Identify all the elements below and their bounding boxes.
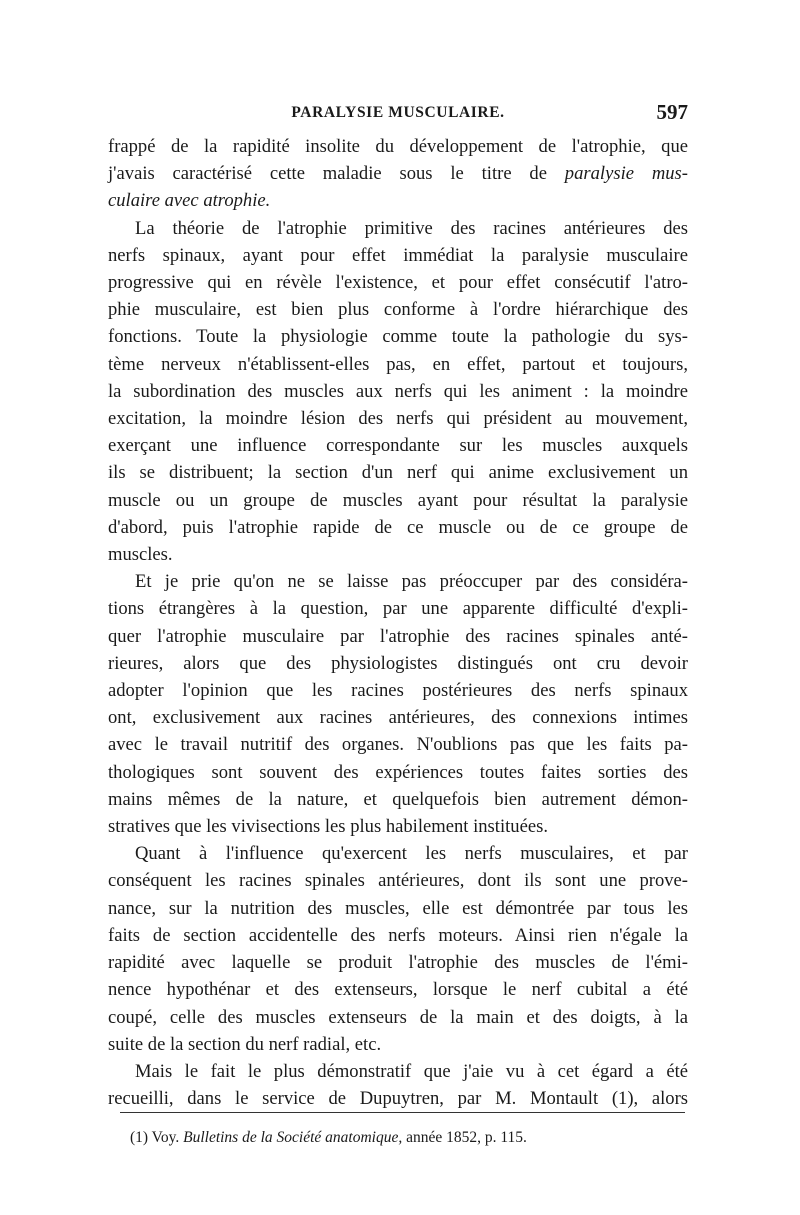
text-line: coupé, celle des muscles extenseurs de la main et des doigts, à la — [108, 1006, 688, 1028]
text-line: tème nerveux n'établissent-elles pas, en effet, partout et toujours, — [108, 353, 688, 375]
text-line: rapidité avec laquelle se produit l'atrophie des muscles de l'émi- — [108, 952, 688, 974]
text-line: recueilli, dans le service de Dupuytren, par M. Montault (1), alors — [108, 1088, 688, 1110]
text-line: suite de la section du nerf radial, etc. — [108, 1033, 382, 1055]
text-line: thologiques sont souvent des expériences toutes faites sorties des — [108, 761, 688, 783]
text-line: nance, sur la nutrition des muscles, elle est démontrée par tous les — [108, 897, 688, 919]
text-line: phie musculaire, est bien plus conforme à l'ordre hiérarchique des — [108, 299, 688, 321]
text-line: ont, exclusivement aux racines antérieures, des connexions intimes — [108, 707, 688, 729]
text-line: muscle ou un groupe de muscles ayant pour résultat la paralysie — [108, 489, 688, 511]
paragraph-start-line: Mais le fait le plus démonstratif que j'aie vu à cet égard a été — [135, 1060, 688, 1082]
text-line: nerfs spinaux, ayant pour effet immédiat la paralysie musculaire — [108, 244, 688, 266]
text-line: avec le travail nutritif des organes. N'oublions pas que les faits pa- — [108, 734, 688, 756]
text-line: mains mêmes de la nature, et quelquefois bien autrement démon- — [108, 788, 688, 810]
footnote-rule — [120, 1112, 685, 1113]
text-line — [108, 187, 688, 214]
text-line: muscles. — [108, 544, 173, 566]
text-line: exerçant une influence correspondante sur les muscles auxquels — [108, 435, 688, 457]
footnote-title: Bulletins de la Société anatomique, — [183, 1129, 403, 1146]
italic-phrase: paralysie mus- — [564, 163, 688, 185]
text-line: la subordination des muscles aux nerfs qui les animent : la moindre — [108, 380, 688, 402]
text-line: quer l'atrophie musculaire par l'atrophie des racines spinales anté- — [108, 625, 688, 647]
text-line: ils se distribuent; la section d'un nerf qui anime exclusivement un — [108, 462, 688, 484]
running-head — [108, 100, 688, 130]
text-line: nence hypothénar et des extenseurs, lorsque le nerf cubital a été — [108, 979, 688, 1001]
text-line-start: j'avais caractérisé cette maladie sous le titre de — [108, 163, 565, 185]
footnote-citation: année 1852, p. 115. — [402, 1129, 527, 1146]
text-line: conséquent les racines spinales antérieures, dont ils sont une prove- — [108, 870, 688, 892]
paragraph-start-line: La théorie de l'atrophie primitive des racines antérieures des — [135, 217, 688, 239]
text-line — [108, 160, 688, 187]
paragraph-start-line: Et je prie qu'on ne se laisse pas préoccuper par des considéra- — [135, 571, 688, 593]
text-line: d'abord, puis l'atrophie rapide de ce muscle ou de ce groupe de — [108, 516, 688, 538]
text-line: stratives que les vivisections les plus habilement instituées. — [108, 816, 548, 838]
footnote — [130, 1127, 690, 1149]
text-line: frappé de la rapidité insolite du développement de l'atrophie, que — [108, 136, 688, 157]
body-text — [108, 133, 688, 1112]
text-line: faits de section accidentelle des nerfs moteurs. Ainsi rien n'égale la — [108, 924, 688, 946]
text-line: progressive qui en révèle l'existence, et pour effet consécutif l'atro- — [108, 272, 688, 294]
text-line: fonctions. Toute la physiologie comme toute la pathologie du sys- — [108, 326, 688, 348]
footnote-marker: (1) Voy. — [130, 1129, 184, 1146]
running-title: PARALYSIE MUSCULAIRE. — [291, 104, 505, 121]
text-line: tions étrangères à la question, par une apparente difficulté d'expli- — [108, 598, 688, 620]
text-line: excitation, la moindre lésion des nerfs qui président au mouvement, — [108, 408, 688, 430]
text-line: adopter l'opinion que les racines postérieures des nerfs spinaux — [108, 680, 688, 702]
italic-phrase-end: culaire avec atrophie. — [108, 190, 271, 212]
text-line: rieures, alors que des physiologistes distingués ont cru devoir — [108, 652, 688, 674]
page-number: 597 — [656, 100, 688, 124]
paragraph-start-line: Quant à l'influence qu'exercent les nerfs musculaires, et par — [135, 843, 688, 865]
